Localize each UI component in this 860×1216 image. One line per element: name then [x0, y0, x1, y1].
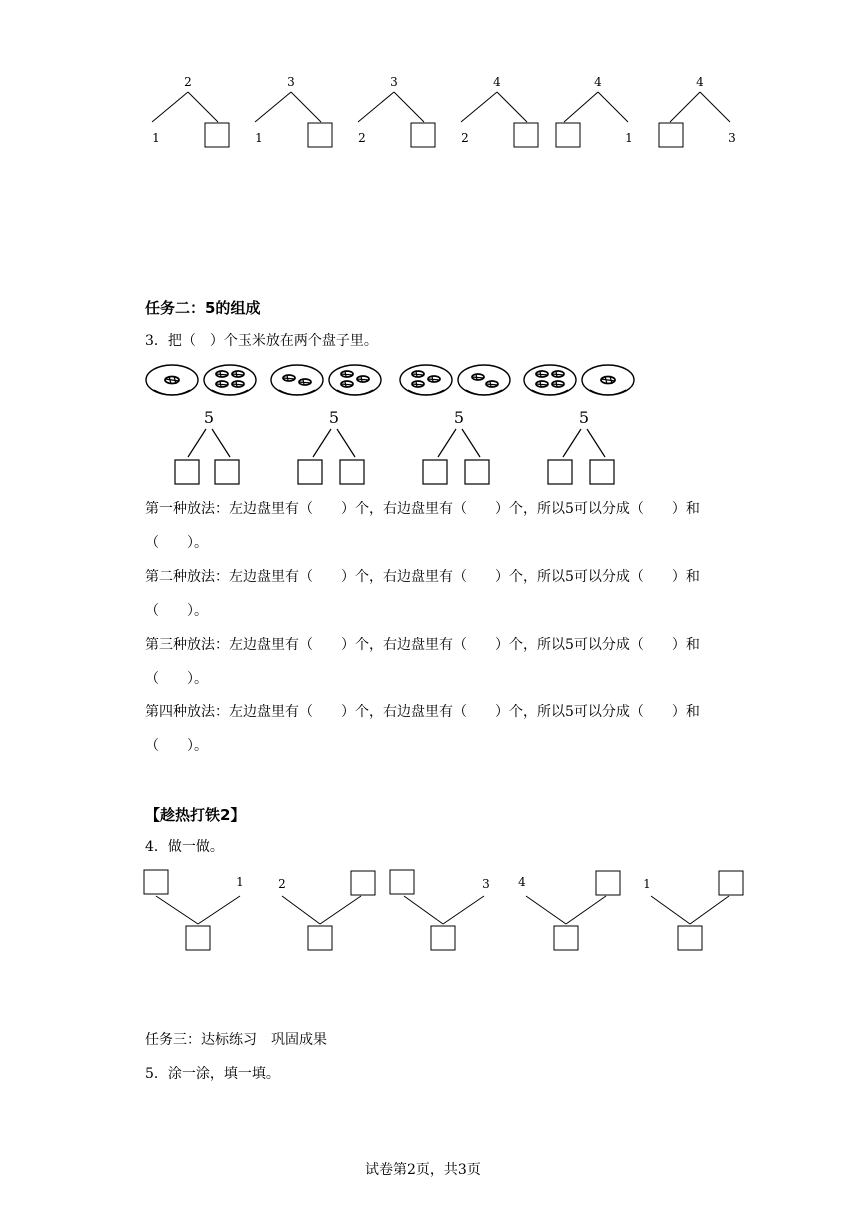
corn-icon: [552, 371, 564, 377]
answer-box[interactable]: [659, 123, 683, 147]
method-3-line2: （ ）。: [145, 671, 208, 687]
corn-icon: [341, 381, 353, 387]
bond-right-number: 1: [625, 131, 633, 145]
corn-icon: [601, 376, 615, 384]
bond-left-number: 1: [255, 131, 263, 145]
bond-left-number: 1: [152, 131, 160, 145]
answer-box[interactable]: [431, 926, 455, 950]
five-bond-1: [175, 408, 239, 484]
bond-top-number: 5: [578, 408, 590, 427]
answer-box[interactable]: [351, 871, 375, 895]
practice-bond-1: [144, 870, 244, 950]
corn-icon: [536, 371, 548, 377]
corn-icon: [216, 371, 228, 377]
answer-box[interactable]: [175, 460, 199, 484]
bond-top-number: 4: [493, 75, 501, 89]
method-3-line1: 第三种放法：左边盘里有（ ）个，右边盘里有（ ）个，所以5可以分成（ ）和: [145, 637, 700, 653]
corn-icon: [232, 381, 244, 387]
bond-top-number: 5: [453, 408, 465, 427]
answer-box[interactable]: [423, 460, 447, 484]
corn-icon: [341, 371, 353, 377]
answer-box[interactable]: [308, 926, 332, 950]
bond-top-number: 5: [203, 408, 215, 427]
corn-icon: [412, 381, 424, 387]
bond-top-number: 3: [287, 75, 295, 89]
bond-right-number: 3: [728, 131, 736, 145]
method-4-line2: （ ）。: [145, 738, 208, 754]
corn-icon: [165, 376, 179, 384]
bond-left-number: 4: [518, 875, 526, 889]
bond-left-number: 1: [643, 877, 651, 891]
corn-icon: [486, 381, 498, 387]
answer-box[interactable]: [298, 460, 322, 484]
task3-heading: 任务三：达标练习 巩固成果: [145, 1032, 327, 1048]
answer-box[interactable]: [308, 123, 332, 147]
task2-heading: 任务二：5的组成: [145, 299, 261, 317]
five-bond-3: [423, 408, 489, 484]
five-bond-2: [298, 408, 364, 484]
plate-group-1: [144, 362, 264, 402]
corn-icon: [216, 381, 228, 387]
corn-icon: [357, 376, 369, 382]
top-number-bonds: [140, 70, 760, 160]
plate-group-3: [398, 362, 518, 402]
bond-3: [358, 75, 435, 147]
bond-top-number: 4: [594, 75, 602, 89]
answer-box[interactable]: [390, 870, 414, 894]
corn-icon: [299, 379, 311, 385]
bond-right-number: 1: [236, 875, 244, 889]
bond-1: [152, 75, 229, 147]
bond-top-number: 5: [328, 408, 340, 427]
answer-box[interactable]: [465, 460, 489, 484]
method-4-line1: 第四种放法：左边盘里有（ ）个，右边盘里有（ ）个，所以5可以分成（ ）和: [145, 704, 700, 720]
method-2-line2: （ ）。: [145, 603, 208, 619]
bond-2: [255, 75, 332, 147]
answer-box[interactable]: [590, 460, 614, 484]
answer-box[interactable]: [596, 871, 620, 895]
bond-left-number: 2: [358, 131, 366, 145]
answer-box[interactable]: [548, 460, 572, 484]
answer-box[interactable]: [678, 926, 702, 950]
answer-box[interactable]: [215, 460, 239, 484]
answer-box[interactable]: [554, 926, 578, 950]
practice-bond-2: [278, 871, 375, 950]
practice-heading: 【趁热打铁2】: [145, 806, 246, 824]
bond-top-number: 2: [184, 75, 192, 89]
page-footer: 试卷第2页，共3页: [365, 1162, 481, 1178]
bond-left-number: 2: [461, 131, 469, 145]
practice-bond-3: [390, 870, 490, 950]
method-2-line1: 第二种放法：左边盘里有（ ）个，右边盘里有（ ）个，所以5可以分成（ ）和: [145, 569, 700, 585]
bond-right-number: 3: [482, 877, 490, 891]
corn-icon: [536, 381, 548, 387]
bond-left-number: 2: [278, 877, 286, 891]
bond-top-number: 4: [696, 75, 704, 89]
plate-group-2: [269, 362, 389, 402]
bond-4: [461, 75, 538, 147]
question-5: 5．涂一涂，填一填。: [145, 1066, 280, 1082]
bond-5: [556, 75, 633, 147]
answer-box[interactable]: [514, 123, 538, 147]
answer-box[interactable]: [719, 871, 743, 895]
practice-bonds: [140, 866, 760, 956]
answer-box[interactable]: [340, 460, 364, 484]
five-bonds: [160, 405, 640, 490]
corn-icon: [472, 374, 484, 380]
answer-box[interactable]: [186, 926, 210, 950]
answer-box[interactable]: [411, 123, 435, 147]
plate-group-4: [522, 362, 642, 402]
corn-icon: [412, 371, 424, 377]
bond-top-number: 3: [390, 75, 398, 89]
practice-bond-4: [518, 871, 620, 950]
answer-box[interactable]: [556, 123, 580, 147]
corn-icon: [552, 381, 564, 387]
method-1-line2: （ ）。: [145, 535, 208, 551]
corn-icon: [283, 375, 295, 381]
practice-bond-5: [643, 871, 743, 950]
corn-icon: [428, 376, 440, 382]
question-4: 4．做一做。: [145, 839, 224, 855]
corn-icon: [232, 371, 244, 377]
answer-box[interactable]: [144, 870, 168, 894]
answer-box[interactable]: [205, 123, 229, 147]
bond-6: [659, 75, 736, 147]
question-3: 3．把（ ）个玉米放在两个盘子里。: [145, 333, 378, 349]
method-1-line1: 第一种放法：左边盘里有（ ）个，右边盘里有（ ）个，所以5可以分成（ ）和: [145, 501, 700, 517]
five-bond-4: [548, 408, 614, 484]
